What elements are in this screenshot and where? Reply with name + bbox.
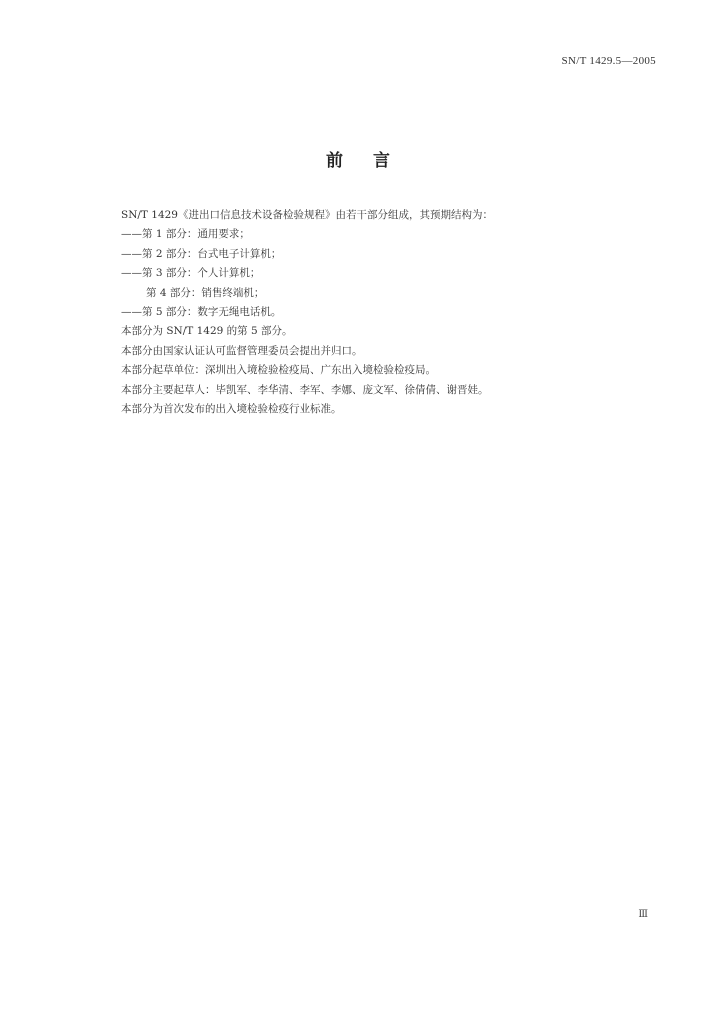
paragraph-drafters: 本部分主要起草人：毕凯军、李华清、李军、李娜、庞文军、徐倩倩、谢晋娃。 (121, 383, 489, 396)
paragraph-proposer: 本部分由国家认证认可监督管理委员会提出并归口。 (121, 344, 363, 357)
list-item-part-3: ——第 3 部分：个人计算机； (121, 267, 261, 280)
paragraph-first-release: 本部分为首次发布的出入境检验检疫行业标准。 (121, 403, 342, 416)
paragraph-part-statement: 本部分为 SN/T 1429 的第 5 部分。 (121, 325, 293, 338)
paragraph-drafting-units: 本部分起草单位：深圳出入境检验检疫局、广东出入境检验检疫局。 (121, 364, 436, 377)
list-item-part-2: ——第 2 部分：台式电子计算机； (121, 247, 282, 260)
page-number: Ⅲ (638, 909, 648, 920)
paragraph-intro: SN/T 1429《进出口信息技术设备检验规程》由若干部分组成，其预期结构为： (121, 209, 493, 221)
list-item-part-1: ——第 1 部分：通用要求； (121, 228, 250, 241)
foreword-body (121, 206, 641, 419)
list-item-part-5: ——第 5 部分：数字无绳电话机。 (121, 306, 282, 319)
list-item-part-4: 第 4 部分：销售终端机； (146, 286, 265, 299)
page-title: 前言 (326, 151, 420, 171)
standard-number: SN/T 1429.5—2005 (561, 55, 656, 67)
